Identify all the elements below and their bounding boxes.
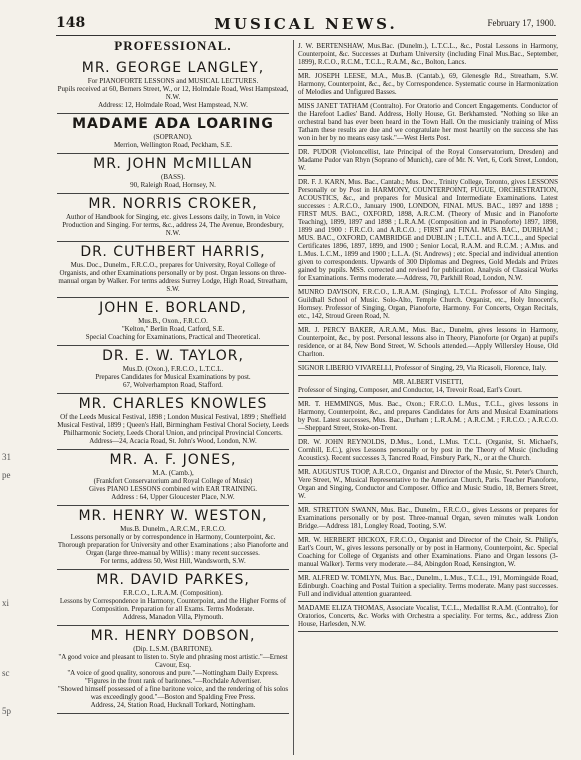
card-name: MR. GEORGE LANGLEY, [81,60,265,76]
card-name: MADAME ADA LOARING [72,116,274,132]
margin-mark: sc [2,668,10,678]
card-text: Prepares Candidates for Musical Examinations by post. [95,373,251,381]
card-qualification: Mus.D. (Oxon.), F.R.C.O., L.T.C.L. [122,365,224,373]
card-text: 67, Wolverhampton Road, Stafford. [123,381,223,389]
card-name: DR. E. W. TAYLOR, [102,348,244,364]
advertisement-column [298,40,558,632]
professional-card [57,298,289,346]
advertisement [298,376,558,398]
professional-column [57,40,289,714]
advertisement [298,286,558,324]
issue-date: February 17, 1900. [487,18,556,28]
page-number: 148 [56,15,86,31]
card-name: JOHN E. BORLAND, [99,300,247,316]
card-name: MR. CHARLES KNOWLES [78,396,268,412]
advertisement-text: MR. JOSEPH LEESE, M.A., Mus.B. (Cantab.), 69, Glenesgle Rd., Streatham, S.W. Harmony, Counterpoint, &c., &c., by Correspondence. Systematic course in Harmonization of Melodies and Unfigured Basses. [298,72,558,96]
card-text: (Frankfort Conservatorium and Royal College of Music) [93,477,253,485]
advertisement [298,466,558,504]
card-qualification: Mus.B. Dunelm., A.R.C.M., F.R.C.O. [120,525,226,533]
advertisement-text: Professor of Singing, Composer, and Conductor, 14, Trevoir Road, Earl's Court. [298,386,522,394]
advertisement [298,362,558,376]
professional-card [57,242,289,298]
margin-mark: xi [2,598,10,608]
card-text: Mus. Doc., Dunelm., F.R.C.O., prepares for University, Royal College of Organists, and other Examinations personally or by post. Organ lessons on three-manual organ by Walker. For terms address Surrey Lodge, High Road, Streatham, S.W. [58,261,288,293]
card-address: Address: 12, Holmdale Road, West Hampstead, N.W. [98,101,248,109]
professional-card [57,450,289,506]
advertisement [298,100,558,146]
advertisement-text: MISS JANET TATHAM (Contralto). For Oratorio and Concert Engagements. Conductor of the Harefoot Ladies' Band. Address, Holly House, Gt. Berkhamsted. "Nothing so like an orchestral band has ever been heard in the Town Hall. On the musicianly training of Miss Tatham these results are due and we congratulate her most heartily on the success she has won in her by no means easy task."—West Herts Post. [298,102,558,142]
card-qualification: (BASS). [161,173,185,181]
advertisement-text: MR. T. HEMMINGS, Mus. Bac., Oxon.; F.R.C.O. L.Mus., T.C.L., gives lessons in Harmony, Counterpoint, &c., and prepares Candidates for Arts and Musical Examinations by Post. Latest successes, Mus. Bac., Durham ; L.R.A.M. ; A.R.C.M. ; F.R.C.O. ; A.R.C.O.—Sheppard Street, Stoke-on-Trent. [298,400,558,432]
professional-card [57,346,289,394]
card-name: MR. HENRY DOBSON, [90,628,256,644]
card-qualification: M.A. (Camb.), [152,469,194,477]
advertisement-text: SIGNOR LIBERIO VIVARELLI, Professor of Singing, 29, Via Ricasoli, Florence, Italy. [298,364,547,372]
professional-card [57,154,289,194]
card-address: Address, 24, Station Road, Hucknall Torkard, Nottingham. [90,701,256,709]
card-name: MR. HENRY W. WESTON, [78,508,268,524]
card-text: "A voice of good quality, sonorous and pure."—Nottingham Daily Express. [67,669,279,677]
professional-card [57,506,289,570]
professional-card [57,194,289,242]
professional-card [57,626,289,714]
card-address: Address, Manadon Villa, Plymouth. [122,613,224,621]
masthead-title: MUSICAL NEWS. [214,15,398,33]
advertisement [298,40,558,70]
card-name: MR. A. F. JONES, [109,452,237,468]
card-name: MR. JOHN McMILLAN [93,156,253,172]
card-address: Address : 64, Upper Gloucester Place, N.W. [111,493,235,501]
advertisement [298,572,558,602]
advertisement-text: DR. W. JOHN REYNOLDS, D.Mus., Lond., L.Mus. T.C.L. (Organist, St. Michael's, Cornhill, E.C.), gives Lessons personally or by post in the Theory of Music (including Acoustics). Recent successes 3, Tancred Road, Finsbury Park, N., or at the Church. [298,438,558,462]
card-text: Author of Handbook for Singing, etc. gives Lessons daily, in Town, in Voice Production and Singing. For terms, &c., address 24, The Avenue, Brondesbury, N.W. [62,213,284,237]
card-address: For terms, address 50, West Hill, Wandsworth, S.W. [100,557,246,565]
advertisement-text: MUNRO DAVISON, F.R.C.O., L.R.A.M. (Singing), L.T.C.L. Professor of Alto Singing, Guildhall School of Music. Solo-Alto, Temple Church. Organist, etc., Holy Innocent's, Hornsey. Professor of Singing, Organ, Pianoforte, Harmony. For Concerts, Organ Recitals, etc., 142, Stroud Green Road, N. [298,288,558,320]
advertisement-text: MADAME ELIZA THOMAS, Associate Vocalist, T.C.L., Medallist R.A.M. (Contralto), for Oratorios, Concerts, &c. Works with Orchestra a speciality. For terms, &c., address Zion House, Harlesden, N.W. [298,604,558,628]
margin-mark: pe [2,470,11,480]
card-name: MR. DAVID PARKES, [96,572,250,588]
card-text: "Kelton," Berlin Road, Catford, S.E. [121,325,225,333]
card-address: Merrion, Wellington Road, Peckham, S.E. [113,141,233,149]
advertisement [298,602,558,632]
card-text: Pupils received at 60, Berners Street, W., or 12, Holmdale Road, West Hampstead, N.W. [57,85,289,101]
advertisement [298,436,558,466]
advertisement [298,70,558,100]
margin-mark: 5p [2,706,11,716]
column-divider [293,40,294,755]
card-text: "Figures in the front rank of baritones."—Rochdale Advertiser. [84,677,262,685]
advertisement-text: J. W. BERTENSHAW, Mus.Bac. (Dunelm.), L.T.C.L., &c., Postal Lessons in Harmony, Counterpoint, &c. Successes at Durham University (including Final Mus.Bac., September, 1899), R.C.O., R.C.M., T.C.L., R.A.M., &c., Bolton, Lancs. [298,42,558,66]
advertisement [298,504,558,534]
card-text: Lessons by Correspondence in Harmony, Counterpoint, and the Higher Forms of Composition. Preparation for all Exams. Terms Moderate. [59,597,287,613]
advertisement [298,398,558,436]
professional-card [57,570,289,626]
advertisement-text: MR. AUGUSTUS TOOP, A.R.C.O., Organist and Director of the Music, St. Peter's Church, Vere Street, W., Musical Representative to the American Church, Paris. Teacher Pianoforte, Organ and Singing, Conductor and Composer. Office and Music Studio, 18, Berners Street, W. [298,468,558,500]
card-address: Address—24, Acacia Road, St. John's Wood, London, N.W. [89,437,257,445]
professional-card [57,394,289,450]
card-text: "A good voice and pleasant to listen to. Style and phrasing most artistic."—Ernest Cavour, Esq. [58,653,288,669]
card-qualification: F.R.C.O., L.R.A.M. (Composition). [123,589,223,597]
advertisement [298,324,558,362]
card-text: "Showed himself possessed of a fine baritone voice, and the rendering of his solos was exceedingly good."—Boston and Spalding Free Press. [57,685,289,701]
card-text: Lessons personally or by correspondence in Harmony, Counterpoint, &c. Thorough preparation for University and other Examinations ; also Pianoforte and Organ (large three-manual by Willis) : many recent successes. [57,533,289,557]
header-rule [56,35,556,36]
advertisement-text: MR. W. HERBERT HICKOX, F.R.C.O., Organist and Director of the Choir, St. Philip's, Earl's Court, W., gives lessons personally or by post in Harmony, Counterpoint, &c. Special Coaching for College of Organists and other Examinations. Piano and Organ lessons (3-manual Walker). Terms very moderate.—84, Abingdon Road, Kensington, W. [298,536,558,568]
card-name: MR. NORRIS CROKER, [88,196,258,212]
page-header [56,15,556,37]
section-heading: PROFESSIONAL. [114,38,232,53]
professional-card [57,114,289,154]
card-text: For PIANOFORTE LESSONS and MUSICAL LECTURES. [87,77,259,85]
card-address: Special Coaching for Examinations, Practical and Theoretical. [85,333,261,341]
card-name: DR. CUTHBERT HARRIS, [80,244,266,260]
professional-card [57,58,289,114]
margin-mark: 31 [2,452,11,462]
card-text: Gives PIANO LESSONS combined with EAR TRAINING. [88,485,258,493]
advertisement-text: DR. F. J. KARN, Mus. Bac., Cantab.; Mus. Doc., Trinity College, Toronto, gives LESSONS Personally or by Post in HARMONY, COUNTERPOINT, FUGUE, ORCHESTRATION, ACOUSTICS, &c., and prepares for Musical and Intermediate Examinations. Latest successes : A.R.C.O., January 1900, LONDON, FINAL MUS. BAC., 1897 and 1898 ; FIRST MUS. BAC., OXFORD, 1898, A.R.C.M. (Theory of Music and in Pianoforte Teaching), 1899, 1897 and 1898 ; L.R.A.M. (Composition and in Pianoforte) 1897, 1898, 1899 and 1900 : F.R.C.O. and A.R.C.O. ; FIRST and FINAL MUS. BAC., DURHAM ; MUS. BAC., OXFORD, CAMBRIDGE and DUBLIN ; L.T.C.L. and A.T.C.L., and Special Certificates 1896, 1897, 1899, and 1900 ; Senior Local, R.A.M. and R.C.M. ; A.Mus. and L.Mus. L.C.M., 1899 and 1900 ; L.L.A. (St. Andrews) ; etc. Special and individual attention given to correspondents. Upwards of 300 Diplomas and Degrees, Gold Medals and Prizes gained by pupils. MSS. corrected and revised for publication. Analysis of Classical Works for Examinations. Terms moderate.—Address, 70, Parkhill Road, London, N.W. [298,178,558,282]
advertisement [298,176,558,286]
card-address: 90, Raleigh Road, Hornsey, N. [130,181,216,189]
advertisement-text: MR. STRETTON SWANN, Mus. Bac., Dunelm., F.R.C.O., gives Lessons or prepares for Examinations personally or by post. Three-manual Organ, seven minutes walk London Bridge.—Address 181, Longley Road, Tooting, S.W. [298,506,558,530]
card-text: Of the Leeds Musical Festival, 1898 ; London Musical Festival, 1899 ; Sheffield Musical Festival, 1899 ; Queen's Hall, Birmingham Festival Choral Society, Leeds Philharmonic Society, Leeds Choral Union, and principal Provincial Concerts. [57,413,289,437]
card-qualification: (SOPRANO). [153,133,193,141]
card-qualification: Mus.B., Oxon., F.R.C.O. [138,317,208,325]
advertisement [298,534,558,572]
advertisement [298,146,558,176]
advertisement-text: DR. PUDOR (Violoncellist, late Principal of the Royal Conservatorium, Dresden) and Madame Pudor van Rhyn (Soprano of Munich), care of Mr. N. Vert, 6, Cork Street, London, W. [298,148,558,172]
advertisement-text: MR. J. PERCY BAKER, A.R.A.M., Mus. Bac., Dunelm, gives lessons in Harmony, Counterpoint, &c., by post. Personal lessons also in Theory, Pianoforte (or Organ) at pupil's residence, or at 84, New Bond Street, W. Schools attended.—Apply Willersley House, Old Charlton. [298,326,558,358]
advertisement-title: MR. ALBERT VISETTI, [392,378,464,386]
advertisement-text: MR. ALFRED W. TOMLYN, Mus. Bac., Dunelm., L.Mus., T.C.L., 191, Morningside Road, Edinburgh. Coaching and Postal Tuition a speciality. Terms moderate. Many past successes. Full and individual attention guaranteed. [298,574,558,598]
card-qualification: (Dip. L.S.M. (BARITONE). [133,645,213,653]
